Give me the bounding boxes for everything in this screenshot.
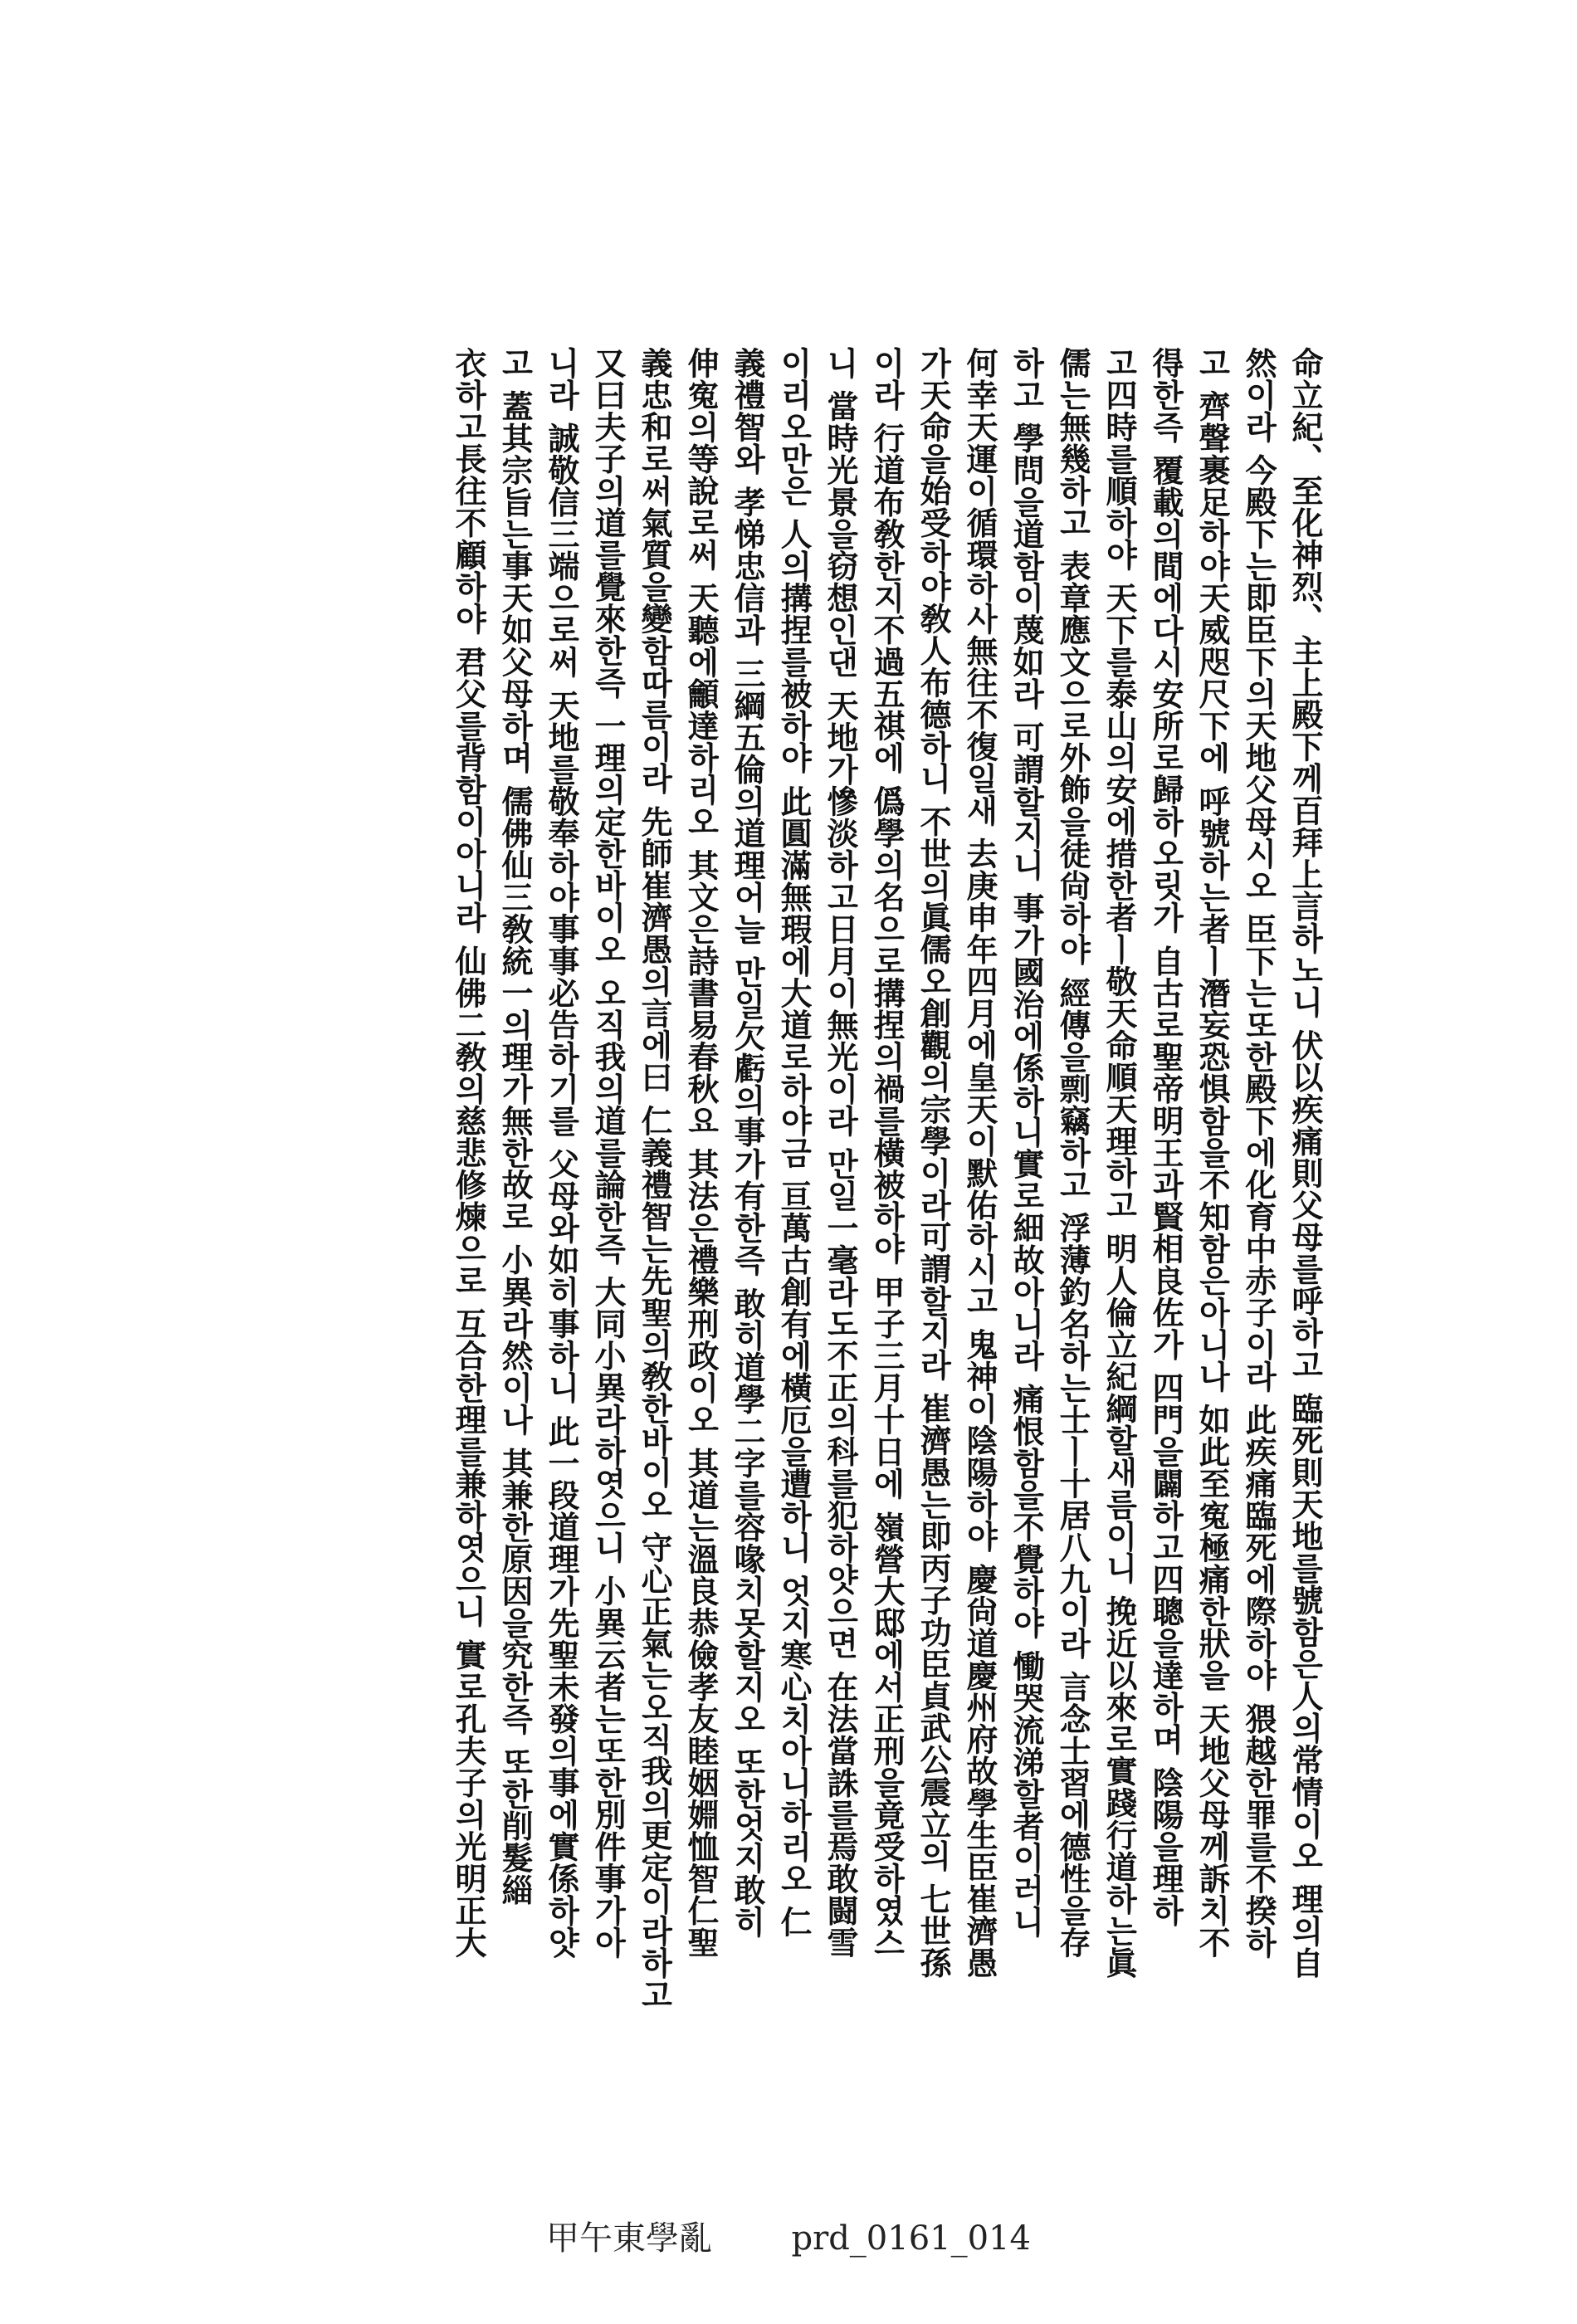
- text-column: 니라 誠敬信三端으로써 天地를敬奉하야事事必告하기를 父母와如히事하니 此一段道理가先聖未發의事에實係하얏: [543, 347, 580, 1959]
- text-column: 고四時를順하야 天下를泰山의安에措한者ㅣ敬天命順天理하고 明人倫立紀綱할새름이니 挽近以來로實踐行道하는眞: [1101, 347, 1138, 1980]
- text-column: 義忠和로써氣質을變함따름이라 先師崔濟愚의言에曰 仁義禮智는先聖의敎한바이오 守心正氣는오직我의更定이라하고: [636, 347, 673, 2011]
- text-column: 니 當時光景을窃想인댄 天地가慘淡하고日月이無光이라 만일一毫라도不正의科를犯하얏으면 在法當誅를焉敢闘雪: [822, 347, 859, 1959]
- footer-doc-id: prd_0161_014: [791, 2219, 1031, 2258]
- page-footer: [0, 2212, 1577, 2259]
- text-column: 命立紀、至化神烈、主上殿下께百拜上言하노니 伏以疾痛則父母를呼하고 臨死則天地를號함은人의常情이오 理의自: [1286, 347, 1324, 1980]
- text-column: 儒는無幾하고 表章應文으로外飾을徒尙하야 經傳을剽竊하고 浮薄釣名하는士ㅣ十居八九이라 言念士習에德性을存: [1054, 347, 1091, 1959]
- text-column: 고 齊聲裹足하야天威咫尺下에 呼號하는者ㅣ潛妄恐惧함을不知함은아니나 如此至寃極痛한狀을 天地父母께訴치不: [1194, 347, 1231, 1959]
- text-column: 又曰夫子의道를覺來한즉 一理의定한바이오 오직我의道를論한즉 大同小異라하엿으니 小異云者는또한別件事가아: [589, 347, 627, 1959]
- text-column: 가天命을始受하야敎人布德하니 不世의眞儒오創觀의宗學이라可謂할지라 崔濟愚는即丙子功臣貞武公震立의 七世孫: [915, 347, 952, 1980]
- footer-title: 甲午東學亂: [546, 2219, 713, 2258]
- text-column: 하고 學問을道함이蔑如라 可謂할지니 事가國治에係하니實로細故아니라 痛恨함을不覺하야 慟哭流涕할者이러니: [1008, 347, 1045, 1938]
- vertical-text-body: [264, 347, 1328, 2057]
- text-column: 然이라 今殿下는即臣下의天地父母시오 臣下는또한殿下에化育中赤子이라 此疾痛臨死에際하야 猥越한罪를不揆하: [1240, 347, 1277, 1959]
- text-column: 고 蓋其宗旨는事天如父母하며 儒佛仙三敎統一의理가無한故로 小異라然이나 其兼한原因을究한즉 또한削髮緇: [496, 347, 534, 1907]
- text-column: 衣하고長往不顧하야 君父를背함이아니라 仙佛二敎의慈悲修煉으로 互合한理를兼하엿으니 實로孔夫子의光明正大: [450, 347, 487, 1959]
- text-column: 得한즉 覆載의間에다시安所로歸하오릿가 自古로聖帝明王과賢相良佐가 四門을闢하고四聰을達하며 陰陽을理하: [1147, 347, 1184, 1926]
- text-column: 이리오만은 人의搆捏를被하야 此圓滿無瑕에大道로하야금 亘萬古創有에橫厄을遭하니 엇지寒心치아니하리오 仁: [775, 347, 813, 1938]
- text-column: 이라 行道布敎한지不過五祺에 僞學의名으로搆捏의禍를橫被하야 甲子三月十日에 嶺營大邸에서正刑을竟受하였스: [868, 347, 906, 1959]
- text-column: 何幸天運이循環하사無往不復일새 去庚申年四月에皇天이默佑하시고 鬼神이陰陽하야 慶尙道慶州府故學生臣崔濟愚: [961, 347, 998, 1980]
- text-column: 義禮智와 孝悌忠信과 三綱五倫의道理어늘 만일欠虧의事가有한즉 敢히道學二字를容喙치못할지오 또한엇지敢히: [729, 347, 766, 1938]
- text-column: 伸寃의等說로써 天聽에龥達하리오 其文은詩書易春秋요 其法은禮樂刑政이오 其道는溫良恭儉孝友睦姻婣恤智仁聖: [682, 347, 720, 1959]
